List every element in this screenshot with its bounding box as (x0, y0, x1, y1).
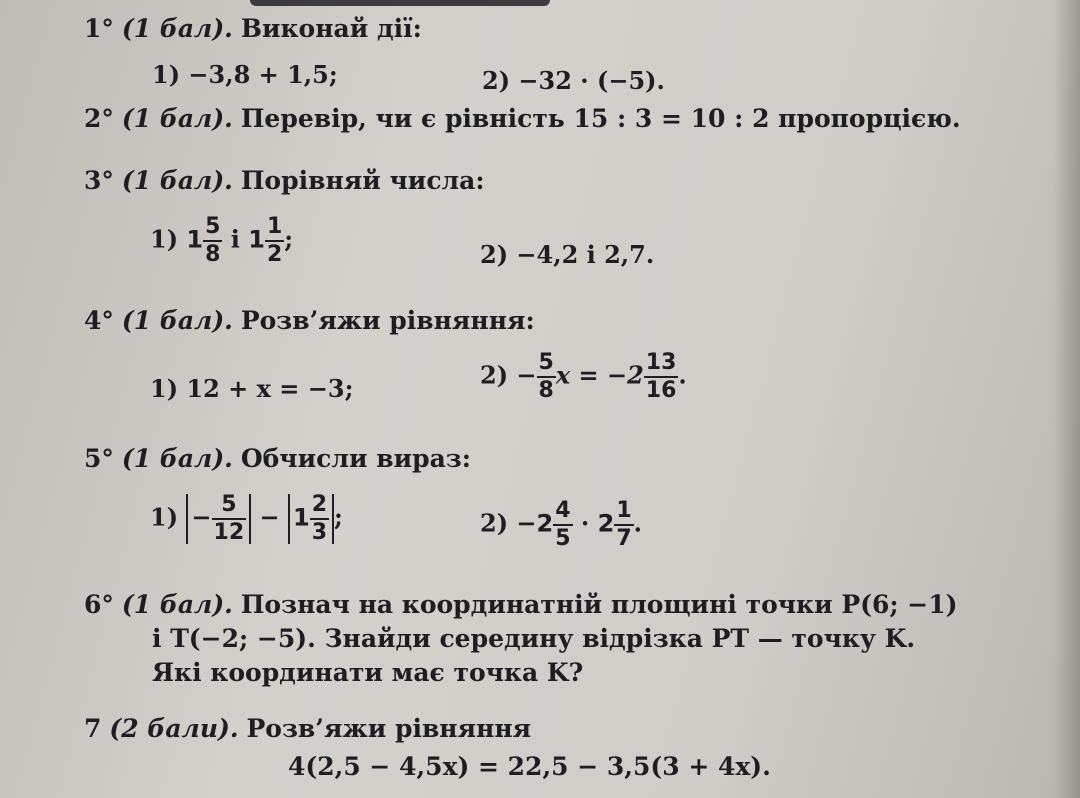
task-number: 6° (84, 590, 114, 619)
equation-middle: x = −2 (555, 360, 644, 390)
denominator: 3 (311, 520, 327, 545)
task-2-header (84, 104, 961, 133)
denominator: 8 (205, 242, 221, 267)
task-points: (1 бал). (121, 166, 233, 195)
task-title: Перевір, чи є рівність 15 : 3 = 10 : 2 пропорцією. (240, 104, 961, 133)
sign: − (516, 360, 537, 390)
punctuation: . (633, 508, 642, 538)
item-label: 1) (150, 502, 179, 532)
task-4-item-2 (480, 352, 687, 402)
numerator: 13 (644, 352, 679, 378)
denominator: 8 (538, 378, 554, 403)
numerator: 5 (212, 494, 247, 520)
task-title: Обчисли вираз: (240, 444, 471, 473)
task-number: 7 (84, 714, 102, 743)
task-4-item-1: 1) 12 + x = −3; (150, 374, 354, 403)
task-title: Порівняй числа: (240, 166, 485, 195)
denominator: 16 (645, 378, 677, 403)
task-number: 1° (84, 14, 114, 43)
denominator: 12 (213, 520, 245, 545)
absolute-value (186, 494, 251, 544)
page-edge-shadow (1052, 0, 1080, 798)
whole-part: 2 (597, 509, 615, 538)
punctuation: ; (284, 224, 294, 254)
task-5-item-2 (480, 500, 642, 550)
task-6-line-2: і T(−2; −5). Знайди середину відрізка PT — точку K. (152, 624, 916, 653)
task-title: Розв’яжи рівняння: (240, 306, 535, 335)
fraction (212, 494, 247, 544)
task-3-item-2: 2) −4,2 і 2,7. (480, 240, 655, 269)
task-points: (2 бали). (109, 714, 239, 743)
task-3-header (84, 166, 485, 195)
task-1-item-1: 1) −3,8 + 1,5; (152, 60, 338, 89)
task-7-header (84, 714, 531, 743)
fraction (553, 500, 572, 550)
task-1-header (84, 14, 422, 43)
operator: · (580, 508, 590, 538)
task-text-line-1: Познач на координатній площині точки P(6; −1) (240, 590, 958, 619)
item-label: 2) (480, 360, 509, 390)
task-number: 3° (84, 166, 114, 195)
numerator: 2 (310, 494, 329, 520)
item-label: 1) (150, 224, 179, 254)
sign: − (191, 502, 212, 532)
task-points: (1 бал). (121, 590, 233, 619)
task-title: Розв’яжи рівняння (246, 714, 532, 743)
task-points: (1 бал). (121, 104, 233, 133)
task-5-header (84, 444, 471, 473)
denominator: 5 (555, 526, 571, 551)
whole-part: −2 (516, 509, 554, 538)
fraction (614, 500, 633, 550)
task-points: (1 бал). (121, 444, 233, 473)
task-7-equation: 4(2,5 − 4,5x) = 22,5 − 3,5(3 + 4x). (288, 752, 771, 781)
denominator: 7 (616, 526, 632, 551)
task-number: 4° (84, 306, 114, 335)
page-top-strip (250, 0, 550, 6)
task-number: 2° (84, 104, 114, 133)
fraction (265, 216, 284, 266)
task-5-item-1 (150, 494, 343, 544)
fraction (537, 352, 556, 402)
whole-part: 1 (186, 225, 204, 254)
operator: − (259, 502, 280, 532)
numerator: 5 (203, 216, 222, 242)
task-points: (1 бал). (121, 14, 233, 43)
numerator: 1 (265, 216, 284, 242)
task-1-item-2: 2) −32 · (−5). (482, 66, 665, 95)
denominator: 2 (266, 242, 283, 267)
fraction (644, 352, 679, 402)
numerator: 4 (553, 500, 572, 526)
whole-part: 1 (248, 225, 265, 254)
numerator: 1 (614, 500, 633, 526)
punctuation: ; (334, 502, 343, 532)
fraction (310, 494, 329, 544)
task-number: 5° (84, 444, 114, 473)
task-title: Виконай дії: (240, 14, 422, 43)
whole-part: 1 (292, 503, 310, 532)
item-label: 2) (480, 508, 509, 538)
numerator: 5 (537, 352, 556, 378)
conjunction: і (230, 224, 240, 254)
task-6-header (84, 590, 957, 619)
task-4-header (84, 306, 535, 335)
task-3-item-1 (150, 216, 293, 266)
fraction (203, 216, 222, 266)
task-points: (1 бал). (121, 306, 233, 335)
absolute-value (288, 494, 334, 544)
punctuation: . (678, 360, 687, 390)
task-6-line-3: Які координати має точка K? (152, 658, 584, 687)
